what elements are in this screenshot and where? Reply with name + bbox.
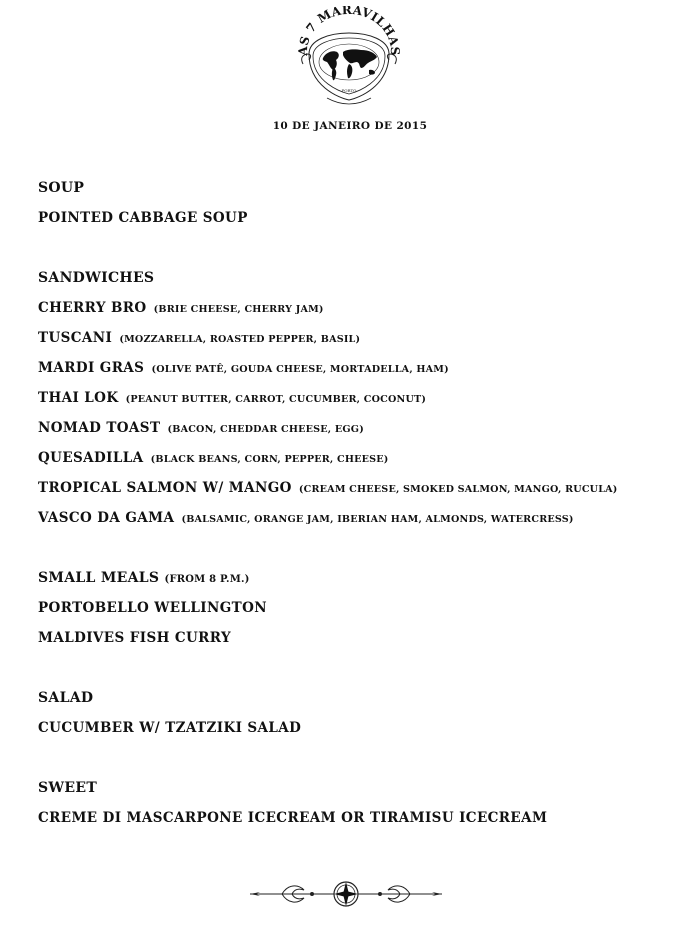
menu-item bbox=[38, 446, 678, 476]
menu-item bbox=[38, 326, 678, 356]
menu-item-name: CUCUMBER W/ TZATZIKI SALAD bbox=[38, 720, 302, 736]
section-title-text: SMALL MEALS bbox=[38, 570, 160, 586]
menu-item bbox=[38, 386, 678, 416]
logo-title: AS 7 MARAVILHAS bbox=[297, 6, 401, 56]
menu-item-name: PORTOBELLO WELLINGTON bbox=[38, 600, 268, 616]
menu-item-description: (OLIVE PATÊ, GOUDA CHEESE, MORTADELLA, HAM) bbox=[151, 364, 449, 375]
menu-item bbox=[38, 716, 678, 746]
section-note: (FROM 8 P.M.) bbox=[164, 574, 250, 585]
section-title-text: SWEET bbox=[38, 780, 98, 796]
menu-item bbox=[38, 416, 678, 446]
menu-item-name: TROPICAL SALMON W/ MANGO bbox=[38, 480, 292, 496]
menu-item bbox=[38, 596, 678, 626]
menu-item bbox=[38, 356, 678, 386]
globe-emblem-icon bbox=[297, 6, 401, 106]
menu-list bbox=[38, 176, 678, 836]
menu-item bbox=[38, 806, 678, 836]
menu-item-description: (BACON, CHEDDAR CHEESE, EGG) bbox=[167, 424, 364, 435]
logo-subtext: PORTO bbox=[341, 88, 357, 93]
menu-item-name: CHERRY BRO bbox=[38, 300, 147, 316]
menu-item-description: (BLACK BEANS, CORN, PEPPER, CHEESE) bbox=[150, 454, 389, 465]
menu-item-description: (PEANUT BUTTER, CARROT, CUCUMBER, COCONUT) bbox=[125, 394, 427, 405]
section-title bbox=[38, 176, 678, 206]
menu-item-name: POINTED CABBAGE SOUP bbox=[38, 210, 248, 226]
compass-rose-divider-icon bbox=[248, 876, 444, 912]
section-title-text: SOUP bbox=[38, 180, 85, 196]
menu-item bbox=[38, 296, 678, 326]
menu-item-name: NOMAD TOAST bbox=[38, 420, 161, 436]
menu-item-name: MALDIVES FISH CURRY bbox=[38, 630, 232, 646]
menu-item-description: (MOZZARELLA, ROASTED PEPPER, BASIL) bbox=[119, 334, 361, 345]
section-title-text: SALAD bbox=[38, 690, 94, 706]
menu-item-name: VASCO DA GAMA bbox=[38, 510, 175, 526]
menu-section bbox=[38, 176, 678, 236]
ornamental-divider bbox=[248, 876, 444, 912]
menu-item-name: QUESADILLA bbox=[38, 450, 144, 466]
menu-section bbox=[38, 566, 678, 656]
section-title bbox=[38, 686, 678, 716]
section-title bbox=[38, 566, 678, 596]
menu-item bbox=[38, 626, 678, 656]
menu-item bbox=[38, 506, 678, 536]
menu-item bbox=[38, 206, 678, 236]
section-title bbox=[38, 776, 678, 806]
section-title-text: SANDWICHES bbox=[38, 270, 155, 286]
section-title bbox=[38, 266, 678, 296]
menu-date: 10 DE JANEIRO DE 2015 bbox=[272, 120, 428, 132]
menu-section bbox=[38, 686, 678, 746]
menu-item-description: (BRIE CHEESE, CHERRY JAM) bbox=[153, 304, 324, 315]
menu-item-description: (CREAM CHEESE, SMOKED SALMON, MANGO, RUCULA) bbox=[298, 484, 618, 495]
menu-item bbox=[38, 476, 678, 506]
menu-section bbox=[38, 776, 678, 836]
menu-item-name: TUSCANI bbox=[38, 330, 113, 346]
menu-item-name: MARDI GRAS bbox=[38, 360, 145, 376]
menu-item-description: (BALSAMIC, ORANGE JAM, IBERIAN HAM, ALMONDS, WATERCRESS) bbox=[181, 514, 574, 525]
menu-item-name: THAI LOK bbox=[38, 390, 119, 406]
restaurant-logo bbox=[297, 6, 401, 106]
menu-item-name: CREME DI MASCARPONE ICECREAM OR TIRAMISU ICECREAM bbox=[38, 810, 548, 826]
menu-section bbox=[38, 266, 678, 536]
